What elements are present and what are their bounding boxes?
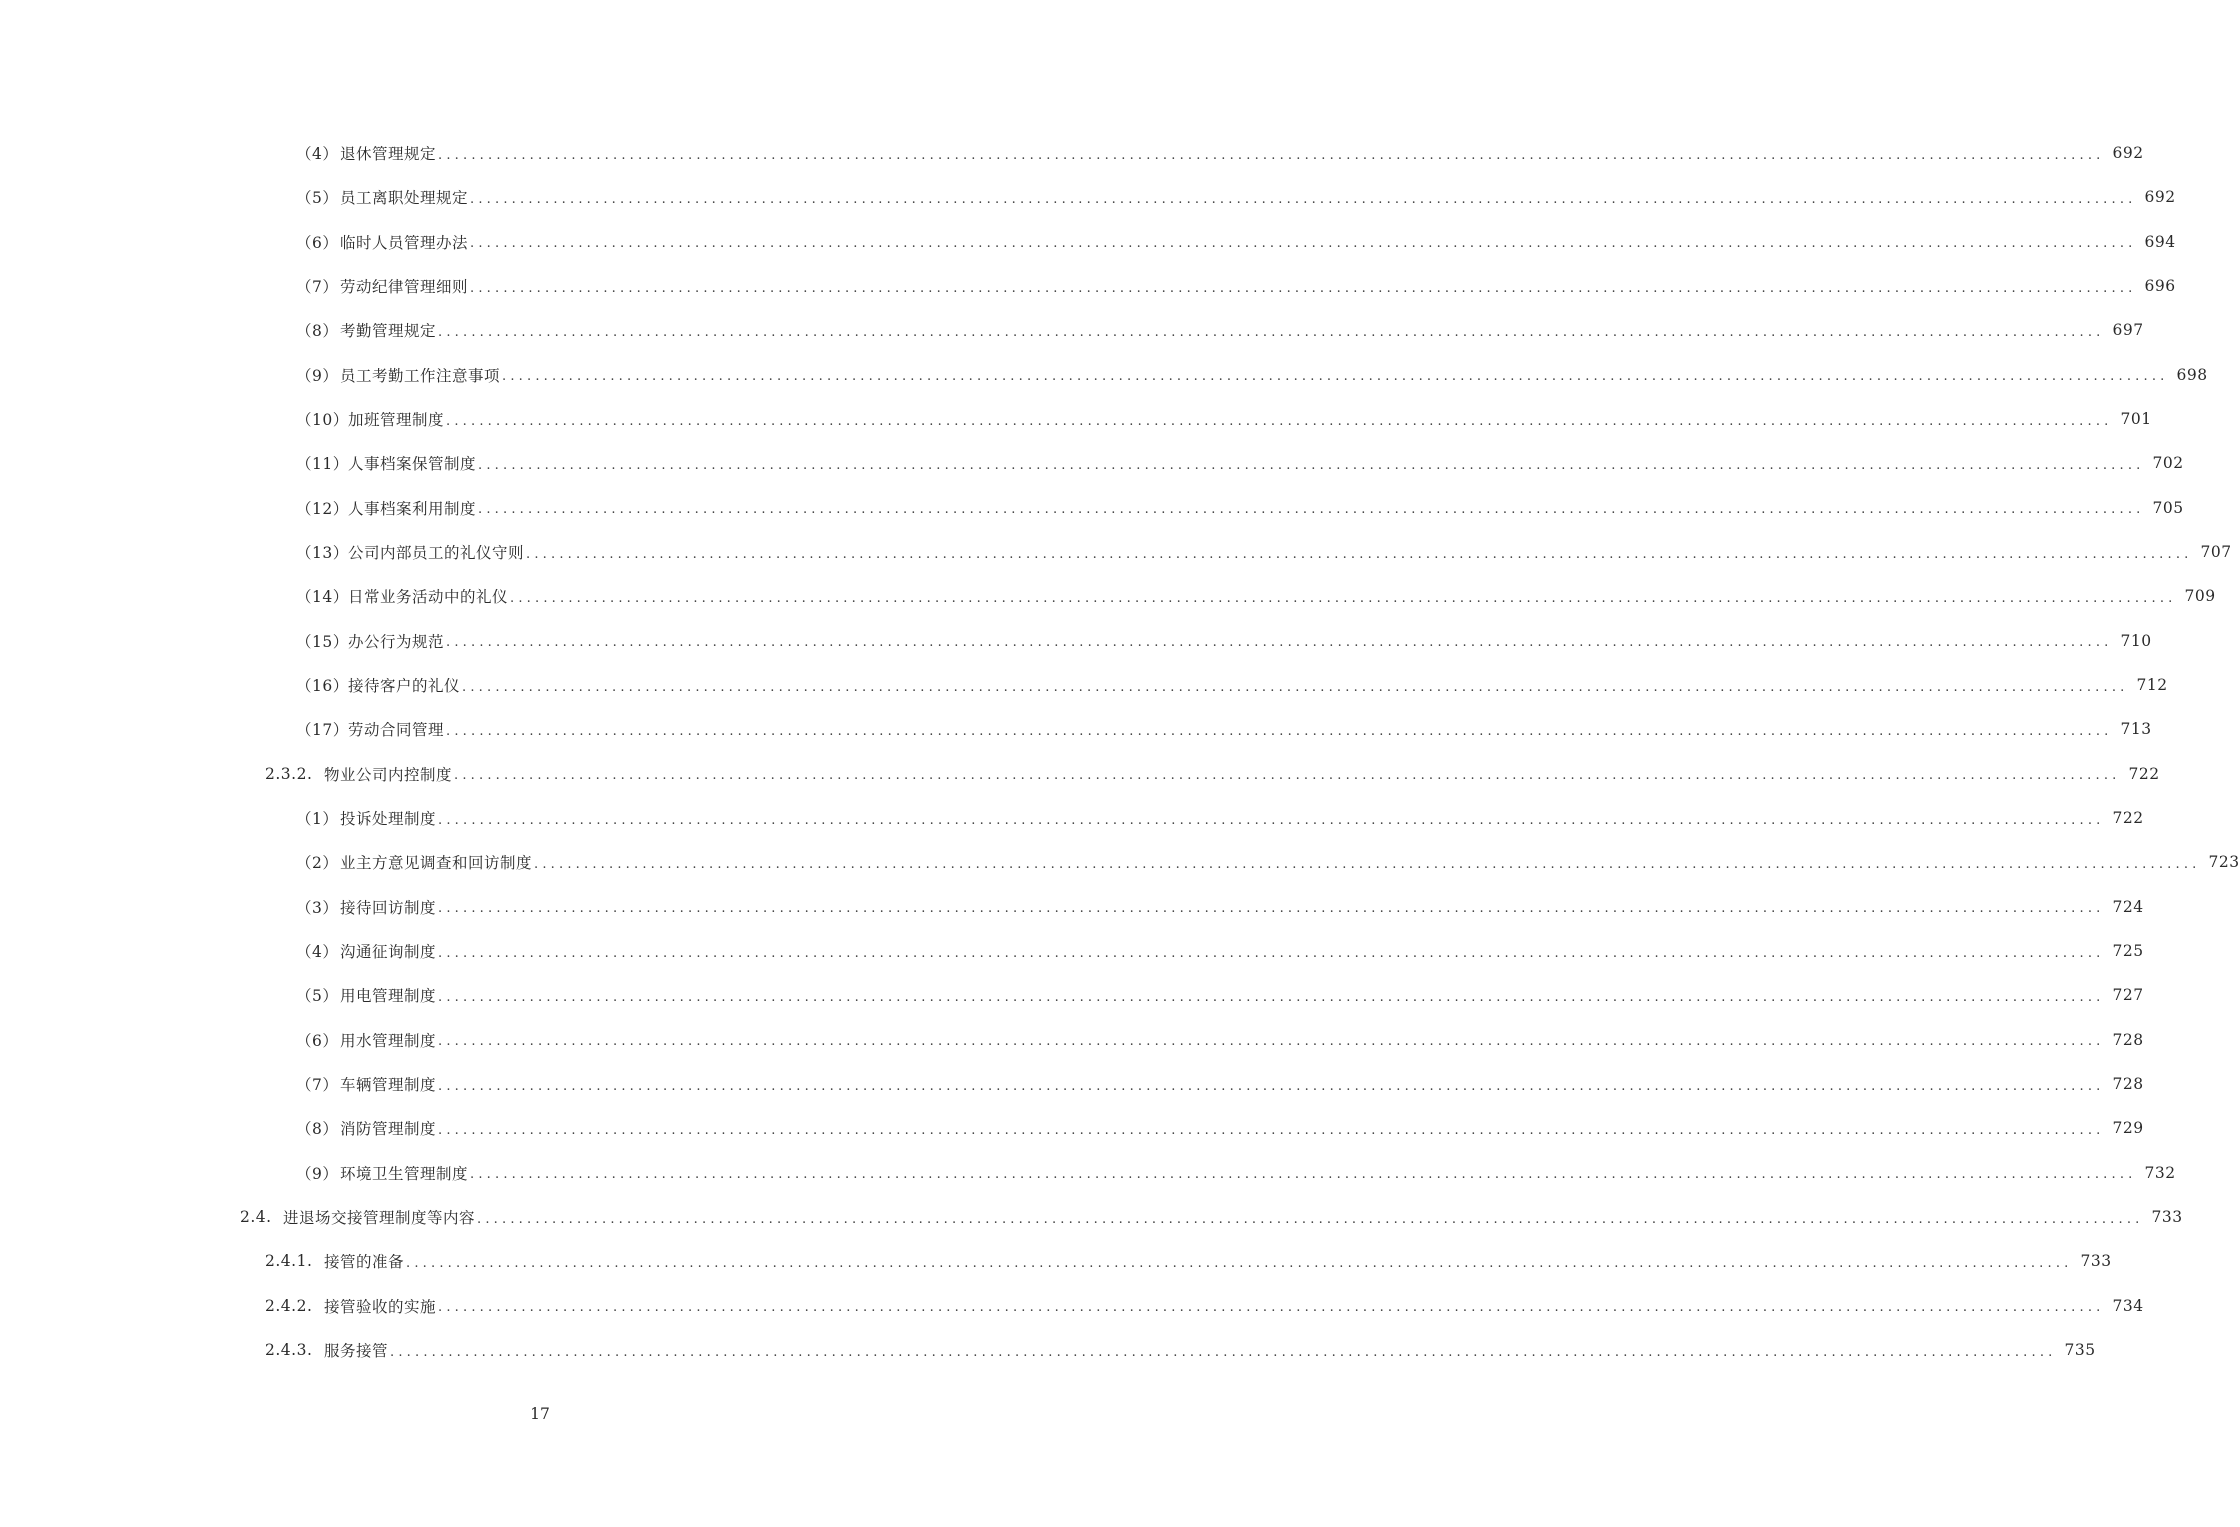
toc-dot-leader: ........................................................................................................................................................................................................: [438, 147, 2105, 163]
toc-entry-title: 物业公司内控制度: [324, 765, 453, 784]
table-of-contents: [0, 131, 2240, 1372]
toc-entry-page: 723: [2208, 853, 2240, 872]
toc-entry-number: 2.4.2.: [265, 1296, 313, 1315]
toc-entry-title: 劳动纪律管理细则: [340, 278, 469, 297]
toc-entry-number: （15）: [296, 632, 349, 651]
toc-entry-number: （7）: [296, 1076, 339, 1095]
toc-entry[interactable]: [0, 707, 2152, 751]
page-number: 17: [530, 1405, 550, 1423]
toc-entry-page: 735: [2064, 1341, 2096, 1360]
toc-dot-leader: ........................................................................................................................................................................................................: [470, 1167, 2137, 1183]
toc-entry-title: 员工离职处理规定: [340, 189, 469, 208]
toc-entry[interactable]: [0, 1106, 2144, 1150]
toc-entry-number: （8）: [296, 322, 339, 341]
toc-dot-leader: ........................................................................................................................................................................................................: [446, 635, 2113, 651]
toc-entry-title: 日常业务活动中的礼仪: [348, 588, 509, 607]
toc-entry[interactable]: [0, 619, 2152, 663]
toc-entry-page: 733: [2080, 1252, 2112, 1271]
toc-entry-number: （5）: [296, 987, 339, 1006]
toc-dot-leader: ........................................................................................................................................................................................................: [477, 1211, 2144, 1227]
toc-dot-leader: ........................................................................................................................................................................................................: [462, 679, 2129, 695]
toc-entry[interactable]: [0, 840, 2240, 884]
toc-entry[interactable]: [0, 220, 2176, 264]
toc-entry[interactable]: [0, 1239, 2112, 1283]
toc-entry-page: 724: [2112, 897, 2144, 916]
toc-entry[interactable]: [0, 530, 2232, 574]
toc-entry[interactable]: [0, 574, 2216, 618]
toc-entry-title: 车辆管理制度: [340, 1076, 437, 1095]
toc-entry-number: （17）: [296, 721, 349, 740]
toc-entry[interactable]: [0, 131, 2144, 175]
toc-entry[interactable]: [0, 929, 2144, 973]
toc-entry-number: （4）: [296, 145, 339, 164]
toc-entry-title: 考勤管理规定: [340, 322, 437, 341]
toc-entry-number: （3）: [296, 898, 339, 917]
toc-dot-leader: ........................................................................................................................................................................................................: [470, 236, 2137, 252]
toc-entry-number: （10）: [296, 411, 349, 430]
toc-entry[interactable]: [0, 175, 2176, 219]
toc-entry-number: （6）: [296, 233, 339, 252]
toc-entry[interactable]: [0, 264, 2176, 308]
toc-entry[interactable]: [0, 1284, 2144, 1328]
toc-entry-page: 702: [2152, 454, 2184, 473]
toc-entry-number: （1）: [296, 810, 339, 829]
toc-entry-number: 2.4.3.: [265, 1341, 313, 1360]
toc-entry-page: 707: [2200, 543, 2232, 562]
toc-entry-title: 劳动合同管理: [348, 721, 445, 740]
toc-entry-page: 705: [2152, 498, 2184, 517]
toc-entry[interactable]: [0, 796, 2144, 840]
toc-dot-leader: ........................................................................................................................................................................................................: [446, 413, 2113, 429]
toc-entry-title: 用水管理制度: [340, 1031, 437, 1050]
toc-entry-title: 用电管理制度: [340, 987, 437, 1006]
toc-entry[interactable]: [0, 1328, 2096, 1372]
toc-entry-title: 接待回访制度: [340, 898, 437, 917]
toc-entry-number: （9）: [296, 1164, 339, 1183]
toc-entry-title: 服务接管: [324, 1342, 389, 1361]
toc-entry-title: 接管的准备: [324, 1253, 405, 1272]
toc-entry[interactable]: [0, 752, 2160, 796]
toc-entry-page: 692: [2144, 188, 2176, 207]
toc-entry-number: （13）: [296, 544, 349, 563]
toc-entry-number: 2.4.1.: [265, 1252, 313, 1271]
toc-entry-title: 人事档案利用制度: [348, 499, 477, 518]
toc-entry-page: 713: [2120, 720, 2152, 739]
toc-entry-title: 沟通征询制度: [340, 943, 437, 962]
toc-entry-page: 732: [2144, 1163, 2176, 1182]
toc-entry[interactable]: [0, 486, 2184, 530]
toc-entry-number: （11）: [296, 455, 349, 474]
toc-dot-leader: ........................................................................................................................................................................................................: [438, 989, 2105, 1005]
toc-entry-number: （16）: [296, 677, 349, 696]
toc-entry-page: 692: [2112, 144, 2144, 163]
toc-entry-title: 办公行为规范: [348, 632, 445, 651]
toc-entry-page: 729: [2112, 1119, 2144, 1138]
toc-entry-number: （7）: [296, 278, 339, 297]
toc-entry[interactable]: [0, 353, 2208, 397]
toc-entry-title: 业主方意见调查和回访制度: [340, 854, 533, 873]
toc-entry-page: 694: [2144, 232, 2176, 251]
toc-entry-title: 临时人员管理办法: [340, 233, 469, 252]
toc-entry-title: 公司内部员工的礼仪守则: [348, 544, 525, 563]
toc-entry-number: （12）: [296, 499, 349, 518]
toc-entry-title: 接待客户的礼仪: [348, 677, 461, 696]
toc-entry-title: 投诉处理制度: [340, 810, 437, 829]
toc-entry-number: （9）: [296, 366, 339, 385]
toc-entry-title: 员工考勤工作注意事项: [340, 366, 501, 385]
toc-entry-number: （5）: [296, 189, 339, 208]
toc-entry-title: 退休管理规定: [340, 145, 437, 164]
toc-entry-title: 环境卫生管理制度: [340, 1164, 469, 1183]
toc-entry-title: 人事档案保管制度: [348, 455, 477, 474]
toc-dot-leader: ........................................................................................................................................................................................................: [390, 1344, 2057, 1360]
toc-entry-title: 接管验收的实施: [324, 1297, 437, 1316]
toc-dot-leader: ........................................................................................................................................................................................................: [438, 1300, 2105, 1316]
toc-entry[interactable]: [0, 397, 2152, 441]
toc-entry-number: （4）: [296, 943, 339, 962]
toc-entry[interactable]: [0, 1195, 2183, 1239]
toc-entry[interactable]: [0, 1062, 2144, 1106]
toc-dot-leader: ........................................................................................................................................................................................................: [454, 768, 2121, 784]
toc-entry-number: （14）: [296, 588, 349, 607]
toc-entry[interactable]: [0, 885, 2144, 929]
toc-dot-leader: ........................................................................................................................................................................................................: [470, 280, 2137, 296]
toc-entry-page: 728: [2112, 1075, 2144, 1094]
toc-entry-page: 698: [2176, 365, 2208, 384]
toc-entry-page: 722: [2128, 764, 2160, 783]
toc-entry-page: 728: [2112, 1030, 2144, 1049]
toc-entry-title: 进退场交接管理制度等内容: [283, 1209, 476, 1228]
toc-dot-leader: ........................................................................................................................................................................................................: [510, 590, 2177, 606]
toc-entry-page: 734: [2112, 1296, 2144, 1315]
toc-dot-leader: ........................................................................................................................................................................................................: [438, 1078, 2105, 1094]
toc-dot-leader: ........................................................................................................................................................................................................: [534, 856, 2201, 872]
toc-dot-leader: ........................................................................................................................................................................................................: [406, 1255, 2073, 1271]
toc-entry-page: 727: [2112, 986, 2144, 1005]
toc-entry-number: （2）: [296, 854, 339, 873]
toc-dot-leader: ........................................................................................................................................................................................................: [478, 502, 2145, 518]
toc-entry-page: 733: [2151, 1208, 2183, 1227]
toc-entry[interactable]: [0, 1018, 2144, 1062]
toc-entry-number: 2.3.2.: [265, 764, 313, 783]
toc-entry-title: 加班管理制度: [348, 411, 445, 430]
toc-entry[interactable]: [0, 973, 2144, 1017]
toc-dot-leader: ........................................................................................................................................................................................................: [446, 723, 2113, 739]
toc-entry-page: 701: [2120, 410, 2152, 429]
toc-entry[interactable]: [0, 1151, 2176, 1195]
toc-dot-leader: ........................................................................................................................................................................................................: [438, 901, 2105, 917]
toc-dot-leader: ........................................................................................................................................................................................................: [478, 457, 2145, 473]
toc-dot-leader: ........................................................................................................................................................................................................: [438, 1034, 2105, 1050]
toc-entry-page: 722: [2112, 809, 2144, 828]
toc-entry-page: 709: [2184, 587, 2216, 606]
toc-dot-leader: ........................................................................................................................................................................................................: [526, 546, 2193, 562]
toc-dot-leader: ........................................................................................................................................................................................................: [470, 191, 2137, 207]
toc-dot-leader: ........................................................................................................................................................................................................: [438, 945, 2105, 961]
toc-entry-number: （6）: [296, 1031, 339, 1050]
toc-entry[interactable]: [0, 441, 2184, 485]
toc-entry-number: 2.4.: [240, 1208, 272, 1227]
toc-entry-title: 消防管理制度: [340, 1120, 437, 1139]
toc-entry-page: 710: [2120, 631, 2152, 650]
toc-entry-number: （8）: [296, 1120, 339, 1139]
toc-dot-leader: ........................................................................................................................................................................................................: [438, 324, 2105, 340]
toc-entry-page: 725: [2112, 942, 2144, 961]
toc-entry-page: 696: [2144, 277, 2176, 296]
toc-dot-leader: ........................................................................................................................................................................................................: [438, 1122, 2105, 1138]
toc-entry[interactable]: [0, 663, 2168, 707]
toc-dot-leader: ........................................................................................................................................................................................................: [438, 812, 2105, 828]
toc-entry-page: 712: [2136, 676, 2168, 695]
toc-entry-page: 697: [2112, 321, 2144, 340]
toc-dot-leader: ........................................................................................................................................................................................................: [502, 369, 2169, 385]
toc-entry[interactable]: [0, 308, 2144, 352]
